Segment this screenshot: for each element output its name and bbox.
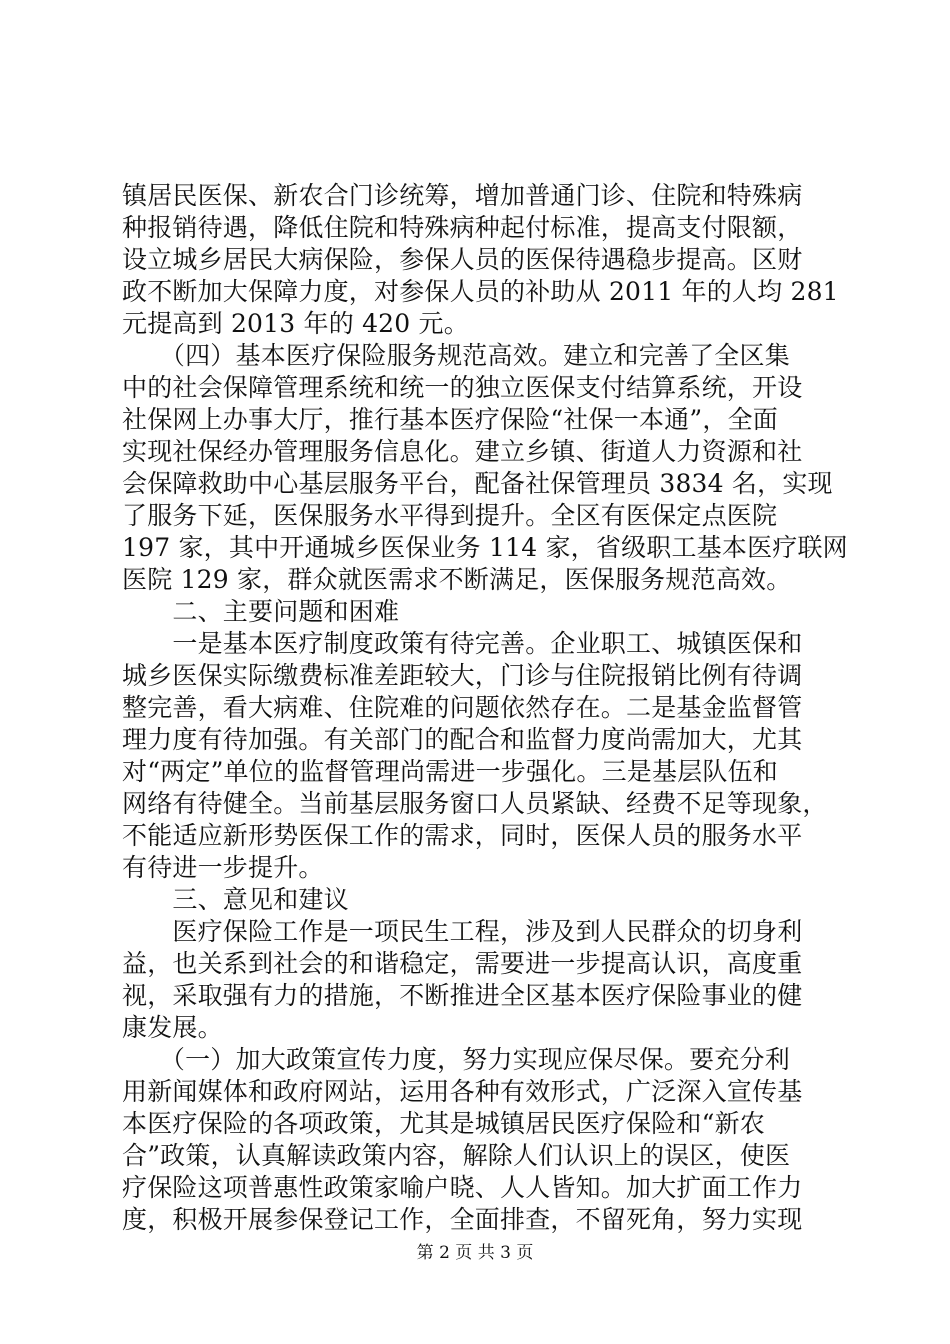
text-line: 有待进一步提升。 bbox=[122, 853, 324, 882]
text-line: 疗保险这项普惠性政策家喻户晓、人人皆知。加大扩面工作力 bbox=[122, 1173, 803, 1202]
text-line: （一）加大政策宣传力度，努力实现应保尽保。要充分利 bbox=[122, 1045, 790, 1074]
text-line: 一是基本医疗制度政策有待完善。企业职工、城镇医保和 bbox=[122, 629, 803, 658]
text-line: 对“两定”单位的监督管理尚需进一步强化。三是基层队伍和 bbox=[122, 757, 778, 786]
text-line: 益，也关系到社会的和谐稳定，需要进一步提高认识，高度重 bbox=[122, 949, 803, 978]
text-line: 社保网上办事大厅，推行基本医疗保险“社保一本通”，全面 bbox=[122, 405, 778, 434]
text-line: 理力度有待加强。有关部门的配合和监督力度尚需加大，尤其 bbox=[122, 725, 803, 754]
text-line: 康发展。 bbox=[122, 1013, 223, 1042]
text-line: 合”政策，认真解读政策内容，解除人们认识上的误区，使医 bbox=[122, 1141, 791, 1170]
text-line: 网络有待健全。当前基层服务窗口人员紧缺、经费不足等现象， bbox=[122, 789, 828, 818]
page-number-footer: 第 2 页 共 3 页 bbox=[416, 1243, 534, 1263]
text-line: 本医疗保险的各项政策，尤其是城镇居民医疗保险和“新农 bbox=[122, 1109, 765, 1138]
text-line: 视，采取强有力的措施，不断推进全区基本医疗保险事业的健 bbox=[122, 981, 803, 1010]
text-line: 整完善，看大病难、住院难的问题依然存在。二是基金监督管 bbox=[122, 693, 803, 722]
text-line: 医院 129 家，群众就医需求不断满足，医保服务规范高效。 bbox=[122, 565, 792, 594]
text-line: 197 家，其中开通城乡医保业务 114 家，省级职工基本医疗联网 bbox=[122, 533, 848, 562]
text-line: 政不断加大保障力度，对参保人员的补助从 2011 年的人均 281 bbox=[122, 277, 839, 306]
section-heading: 三、意见和建议 bbox=[122, 885, 349, 914]
text-line: 不能适应新形势医保工作的需求，同时，医保人员的服务水平 bbox=[122, 821, 803, 850]
text-line: 中的社会保障管理系统和统一的独立医保支付结算系统，开设 bbox=[122, 373, 803, 402]
text-line: 用新闻媒体和政府网站，运用各种有效形式，广泛深入宣传基 bbox=[122, 1077, 803, 1106]
text-line: （四）基本医疗保险服务规范高效。建立和完善了全区集 bbox=[122, 341, 790, 370]
section-heading: 二、主要问题和困难 bbox=[122, 597, 400, 626]
text-line: 度，积极开展参保登记工作，全面排查，不留死角，努力实现 bbox=[122, 1205, 803, 1234]
text-line: 实现社保经办管理服务信息化。建立乡镇、街道人力资源和社 bbox=[122, 437, 803, 466]
text-line: 元提高到 2013 年的 420 元。 bbox=[122, 309, 469, 338]
text-line: 会保障救助中心基层服务平台，配备社保管理员 3834 名，实现 bbox=[122, 469, 833, 498]
text-line: 种报销待遇，降低住院和特殊病种起付标准，提高支付限额， bbox=[122, 213, 803, 242]
text-line: 了服务下延，医保服务水平得到提升。全区有医保定点医院 bbox=[122, 501, 778, 530]
text-line: 设立城乡居民大病保险，参保人员的医保待遇稳步提高。区财 bbox=[122, 245, 803, 274]
text-line: 镇居民医保、新农合门诊统筹，增加普通门诊、住院和特殊病 bbox=[122, 181, 803, 210]
text-line: 城乡医保实际缴费标准差距较大，门诊与住院报销比例有待调 bbox=[122, 661, 803, 690]
text-line: 医疗保险工作是一项民生工程，涉及到人民群众的切身利 bbox=[122, 917, 803, 946]
